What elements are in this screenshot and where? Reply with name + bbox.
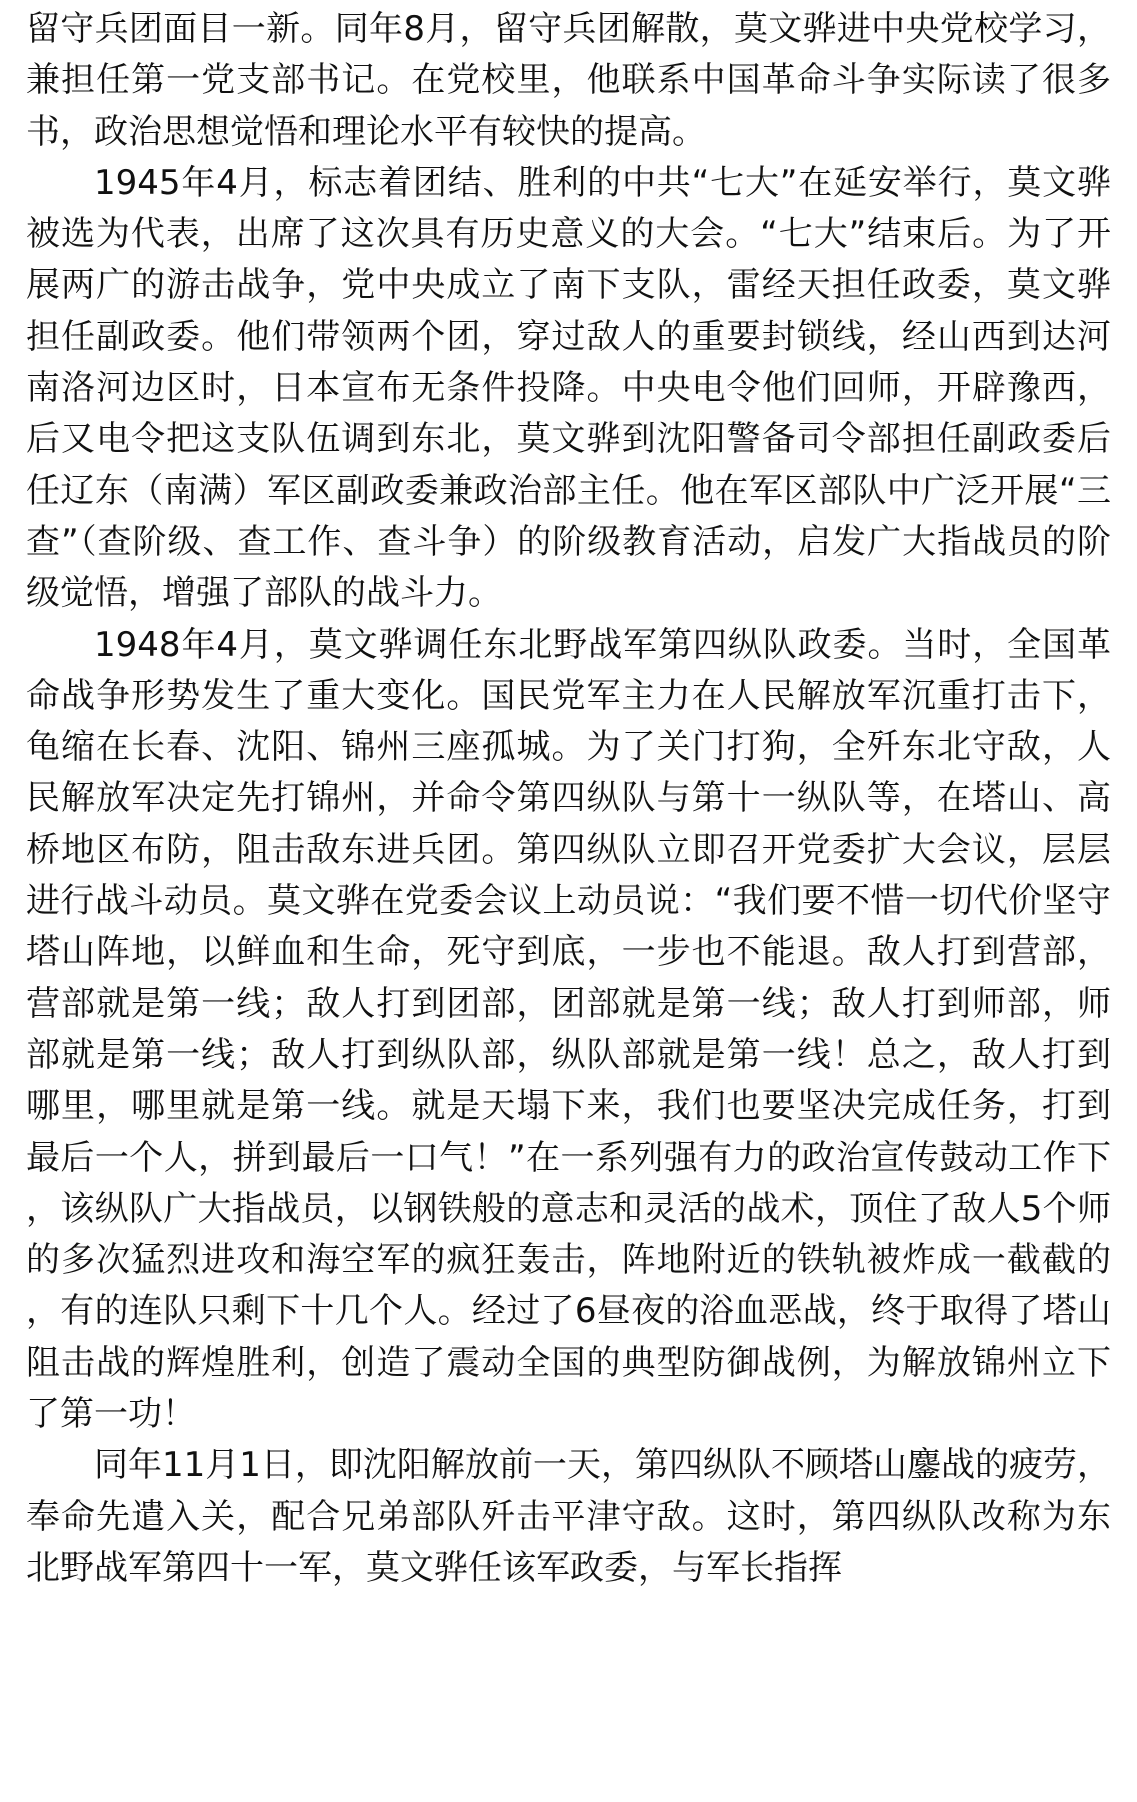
paragraph-enter-pass: 同年11月1日，即沈阳解放前一天，第四纵队不顾塔山鏖战的疲劳，奉命先遣入关，配合兄弟部队歼击平津守敌。这时，第四纵队改称为东北野战军第四十一军，莫文骅任该军政委，与军长指挥 xyxy=(26,1445,1111,1588)
document-body xyxy=(26,0,1111,1594)
paragraph-continued: 留守兵团面目一新。同年8月，留守兵团解散，莫文骅进中央党校学习，兼担任第一党支部书记。在党校里，他联系中国革命斗争实际读了很多书，政治思想觉悟和理论水平有较快的提高。 xyxy=(26,9,1111,152)
paragraph-seventh-congress: 1945年4月，标志着团结、胜利的中共“七大”在延安举行，莫文骅被选为代表，出席了这次具有历史意义的大会。“七大”结束后。为了开展两广的游击战争，党中央成立了南下支队，雷经天担任政委，莫文骅担任副政委。他们带领两个团，穿过敌人的重要封锁线，经山西到达河南洛河边区时，日本宣布无条件投降。中央电令他们回师，开辟豫西，后又电令把这支队伍调到东北，莫文骅到沈阳警备司令部担任副政委后任辽东（南满）军区副政委兼政治部主任。他在军区部队中广泛开展“三查”（查阶级、查工作、查斗争）的阶级教育活动，启发广大指战员的阶级觉悟，增强了部队的战斗力。 xyxy=(26,162,1111,614)
paragraph-tashan-battle: 1948年4月，莫文骅调任东北野战军第四纵队政委。当时，全国革命战争形势发生了重大变化。国民党军主力在人民解放军沉重打击下，龟缩在长春、沈阳、锦州三座孤城。为了关门打狗，全歼东北守敌，人民解放军决定先打锦州，并命令第四纵队与第十一纵队等，在塔山、高桥地区布防，阻击敌东进兵团。第四纵队立即召开党委扩大会议，层层进行战斗动员。莫文骅在党委会议上动员说：“我们要不惜一切代价坚守塔山阵地，以鲜血和生命，死守到底，一步也不能退。敌人打到营部，营部就是第一线；敌人打到团部，团部就是第一线；敌人打到师部，师部就是第一线；敌人打到纵队部，纵队部就是第一线！总之，敌人打到哪里，哪里就是第一线。就是天塌下来，我们也要坚决完成任务，打到最后一个人，拼到最后一口气！”在一系列强有力的政治宣传鼓动工作下，该纵队广大指战员，以钢铁般的意志和灵活的战术，顶住了敌人5个师的多次猛烈进攻和海空军的疯狂轰击，阵地附近的铁轨被炸成一截截的，有的连队只剩下十几个人。经过了6昼夜的浴血恶战，终于取得了塔山阻击战的辉煌胜利，创造了震动全国的典型防御战例，为解放锦州立下了第一功！ xyxy=(26,624,1111,1435)
